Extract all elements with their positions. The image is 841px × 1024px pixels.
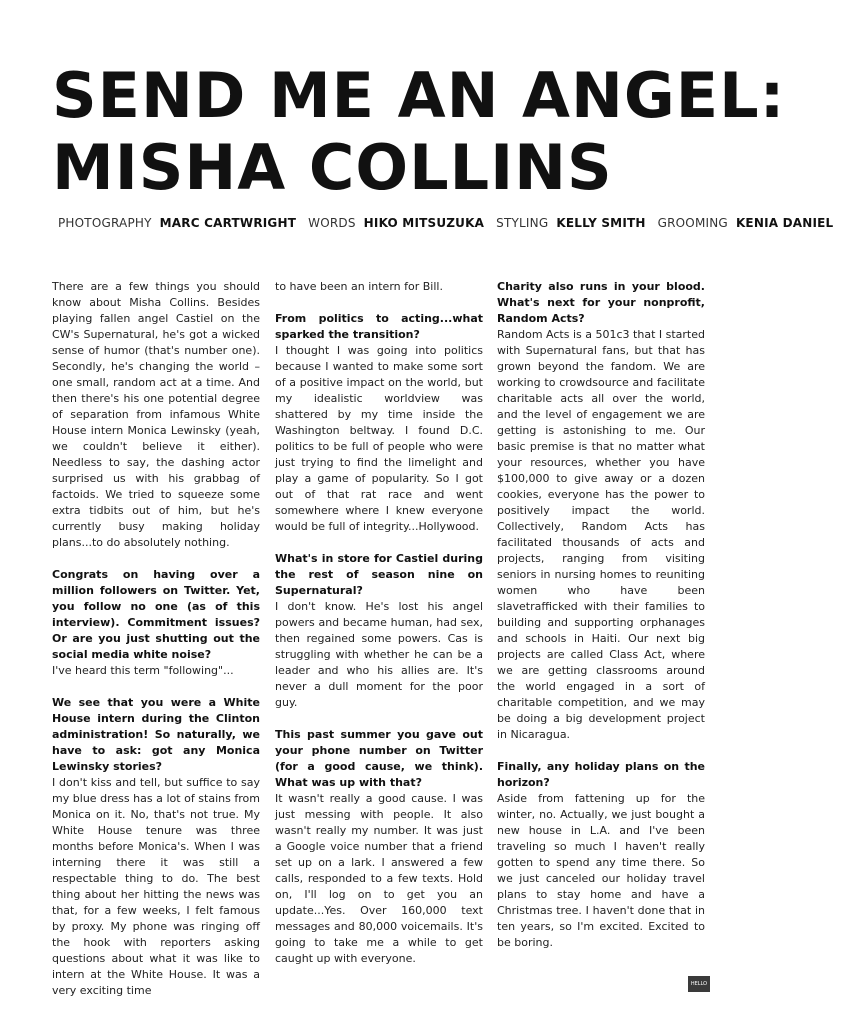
credit-label-grooming: GROOMING [657,216,728,230]
credit-name-grooming: KENIA DANIEL [735,216,834,230]
answer-2: I don't kiss and tell, but suffice to say my blue dress has a lot of stains from Monica on it. No, that's not true. My White House tenure was three months before Monica's. When I was interning there it was still a respectable thing to do. The best thing about her hitting the news was that, for a few weeks, I felt famous by proxy. My phone was ringing off the hook with reporters asking questions about what it was like to intern at the White House. It was a very exciting time [52,776,260,997]
question-6: Charity also runs in your blood. What's next for your nonprofit, Random Acts? [497,280,705,325]
answer-5: It wasn't really a good cause. I was just messing with people. It also wasn't really my number. It was just a Google voice number that a friend set up on a lark. I answered a few calls, responded to a few texts. Hold on, I'll log on to get you an update...Yes. Over 160,000 text messages and 80,000 voicemails. It's going to take me a while to get caught up with everyone. [275,792,483,965]
credit-name-photography: MARC CARTWRIGHT [159,216,297,230]
answer-3: I thought I was going into politics because I wanted to make some sort of a positive impact on the world, but my idealistic worldview was shattered by my time inside the Washington beltway. I found D.C. politics to be full of people who were just trying to find the limelight and play a game of popularity. So I got out of that rat race and went somewhere where I knew everyone would be full of integrity...Hollywood. [275,344,483,533]
article-column-1 [52,279,260,1015]
intro-paragraph: There are a few things you should know about Misha Collins. Besides playing fallen angel Castiel on the CW's Supernatural, he's got a wicked sense of humor (that's number one). Secondly, he's changing the world – one small, random act at a time. And then there's his one potential degree of separation from infamous White House intern Monica Lewinsky (yeah, we couldn't believe it either). Needless to say, the dashing actor surprised us with his grabbag of factoids. We tried to squeeze some extra tidbits out of him, but he's currently busy making holiday plans...to do absolutely nothing. [52,280,260,549]
question-4: What's in store for Castiel during the rest of season nine on Supernatural? [275,552,483,597]
credit-name-styling: KELLY SMITH [556,216,646,230]
question-2: We see that you were a White House intern during the Clinton administration! So naturally, we have to ask: got any Monica Lewinsky stories? [52,696,260,773]
answer-7: Aside from fattening up for the winter, no. Actually, we just bought a new house in L.A. and I've been traveling so much I haven't really gotten to spend any time there. So we just canceled our holiday travel plans to stay home and have a Christmas tree. I haven't done that in ten years, so I'm excited. Excited to be boring. [497,792,705,949]
question-3: From politics to acting...what sparked the transition? [275,312,483,341]
credit-name-words: HIKO MITSUZUKA [363,216,485,230]
credits-line [58,216,834,230]
article-title [52,59,786,204]
question-1: Congrats on having over a million followers on Twitter. Yet, you follow no one (as of this interview). Commitment issues? Or are you just shutting out the social media white noise? [52,568,260,661]
question-5: This past summer you gave out your phone number on Twitter (for a good cause, we think). What was up with that? [275,728,483,789]
title-line-1: SEND ME AN ANGEL: [52,59,786,132]
answer-4: I don't know. He's lost his angel powers and became human, had sex, then regained some powers. Cas is struggling with whether he can be a leader and who his allies are. It's never a dull moment for the poor guy. [275,600,483,709]
article-column-3 [497,279,705,967]
answer-1: I've heard this term "following"... [52,664,234,677]
title-line-2: MISHA COLLINS [52,131,613,204]
magazine-logo: HELLO [688,976,710,992]
credit-label-styling: STYLING [496,216,549,230]
article-column-2 [275,279,483,983]
answer-6: Random Acts is a 501c3 that I started with Supernatural fans, but that has grown beyond the fandom. We are working to crowdsource and facilitate charitable acts all over the world, and the level of engagement we are getting is astonishing to me. Our basic premise is that no matter what your resources, whether you have $100,000 to give away or a dozen cookies, everyone has the power to positively impact the world. Collectively, Random Acts has facilitated thousands of acts and projects, ranging from visiting seniors in nursing homes to reuniting women who have been slavetrafficked with their families to building and supporting orphanages and schools in Haiti. Our next big projects are called Class Act, where we are getting classrooms around the world engaged in a sort of charitable competition, and we may be doing a big development project in Nicaragua. [497,328,705,741]
credit-label-words: WORDS [308,216,356,230]
question-7: Finally, any holiday plans on the horizon? [497,760,705,789]
credit-label-photography: PHOTOGRAPHY [58,216,152,230]
answer-2-continued: to have been an intern for Bill. [275,280,443,293]
